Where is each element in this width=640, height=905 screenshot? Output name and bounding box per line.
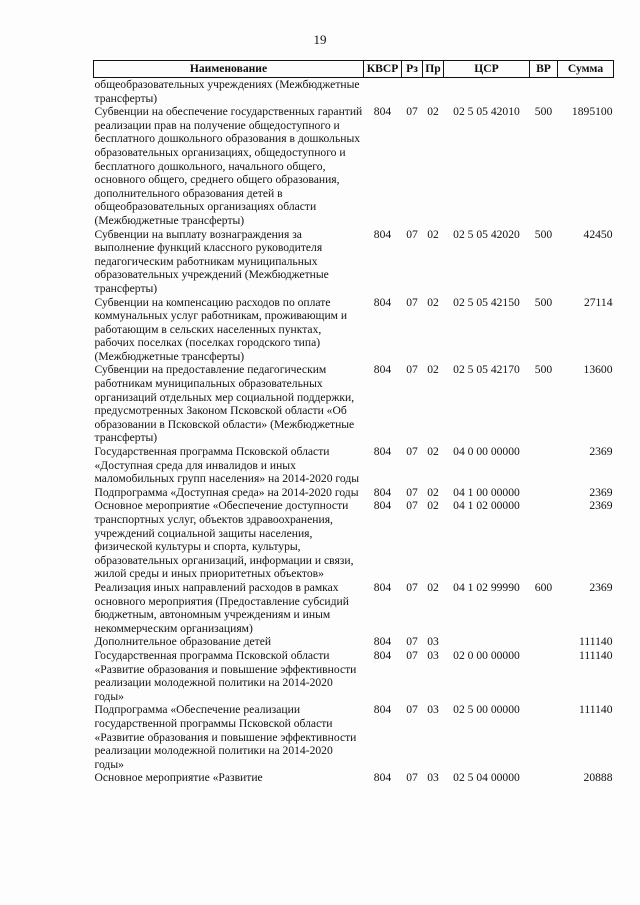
row-pr: 02 (427, 485, 439, 499)
row-csr: 02 5 05 42010 (453, 105, 520, 119)
row-sum: 20888 (583, 771, 613, 785)
row-pr: 02 (427, 499, 439, 513)
table-row (94, 486, 614, 500)
header-pr: Пр (423, 61, 444, 78)
row-sum: 2369 (589, 485, 613, 499)
row-vr: 500 (534, 105, 553, 119)
table-row (94, 445, 614, 486)
header-rz: Рз (402, 61, 423, 78)
table-row (94, 363, 614, 445)
table-row (94, 581, 614, 635)
row-pr: 03 (427, 635, 439, 649)
row-csr: 04 1 02 99990 (453, 580, 520, 594)
table-row (94, 649, 614, 703)
row-rz: 07 (406, 105, 418, 119)
row-name: Дополнительное образование детей (94, 635, 272, 649)
row-name: Подпрограмма «Обеспечение реализации государственной программы Псковской области «Развитие образования и повышение эффективности реализации молодежной политики на 2014-2020 годы» (94, 703, 357, 771)
row-rz: 07 (406, 580, 418, 594)
row-pr: 02 (427, 295, 439, 309)
row-vr (530, 771, 558, 785)
row-vr (530, 78, 558, 106)
row-rz: 07 (406, 703, 418, 717)
row-csr: 04 1 02 00000 (453, 499, 520, 513)
table-row (94, 296, 614, 364)
row-sum: 111140 (579, 635, 613, 649)
row-vr (530, 635, 558, 649)
row-kvsr: 804 (373, 648, 392, 662)
table-row (94, 635, 614, 649)
header-name: Наименование (94, 61, 364, 78)
row-pr: 02 (427, 227, 439, 241)
header-vr: ВР (530, 61, 558, 78)
header-csr: ЦСР (444, 61, 530, 78)
row-vr: 500 (534, 295, 553, 309)
row-kvsr: 804 (373, 703, 392, 717)
table-row (94, 499, 614, 581)
row-pr: 02 (427, 580, 439, 594)
header-kvsr: КВСР (364, 61, 402, 78)
row-name: Субвенции на предоставление педагогическим работникам муниципальных образовательных организаций отдельных мер социальной поддержки, предусмотренных Законом Псковской области «Об образовании в Псковской области» (Межбюджетные трансферты) (94, 363, 355, 445)
row-vr (530, 499, 558, 581)
row-csr (444, 635, 530, 649)
row-kvsr: 804 (373, 445, 392, 459)
row-name: Государственная программа Псковской области «Развитие образования и повышение эффективности реализации молодежной политики на 2014-2020 годы» (94, 648, 357, 703)
table-row (94, 78, 614, 106)
row-vr (530, 649, 558, 703)
header-sum: Сумма (558, 61, 614, 78)
row-pr: 02 (427, 105, 439, 119)
row-kvsr: 804 (373, 499, 392, 513)
row-sum: 2369 (589, 445, 613, 459)
table-row (94, 703, 614, 771)
row-vr (530, 445, 558, 486)
budget-table (93, 60, 614, 785)
row-csr: 02 5 05 42150 (453, 295, 520, 309)
row-vr: 500 (534, 363, 553, 377)
row-kvsr: 804 (373, 105, 392, 119)
row-rz: 07 (406, 295, 418, 309)
row-csr: 04 0 00 00000 (453, 445, 520, 459)
row-name: Субвенции на компенсацию расходов по оплате коммунальных услуг работникам, проживающим и работающим в сельских населенных пунктах, рабочих поселках (поселках городского типа) (Межбюджетные трансферты) (94, 295, 348, 363)
row-kvsr: 804 (373, 485, 392, 499)
row-rz: 07 (406, 771, 418, 785)
row-name: Основное мероприятие «Обеспечение доступности транспортных услуг, объектов здравоохранения, учреждений социальной защиты населения, физической культуры и спорта, культуры, образовательных организаций, информации и связи, жилой среды и иных приоритетных объектов» (94, 499, 354, 581)
row-kvsr: 804 (373, 771, 392, 785)
row-kvsr: 804 (373, 363, 392, 377)
row-kvsr (364, 78, 402, 106)
row-csr: 02 5 04 00000 (453, 771, 520, 785)
row-rz: 07 (406, 227, 418, 241)
row-pr: 02 (427, 363, 439, 377)
row-name: Субвенции на обеспечение государственных гарантий реализации прав на получение общедоступного и бесплатного дошкольного образования в дошкольных образовательных организациях, общедоступного и бесплатного дошкольного, начального общего, основного общего, среднего общего образования, дополнительного образования детей в общеобразовательных организациях области (Межбюджетные трансферты) (94, 105, 363, 227)
row-name: Основное мероприятие «Развитие (94, 771, 263, 785)
row-vr: 500 (534, 227, 553, 241)
row-sum: 42450 (583, 227, 613, 241)
row-name: Государственная программа Псковской области «Доступная среда для инвалидов и иных маломобильных групп населения» на 2014-2020 годы (94, 445, 360, 486)
row-sum: 2369 (589, 580, 613, 594)
row-csr: 02 5 05 42020 (453, 227, 520, 241)
row-kvsr: 804 (373, 580, 392, 594)
row-name: Подпрограмма «Доступная среда» на 2014-2020 годы (94, 485, 359, 499)
row-pr: 03 (427, 703, 439, 717)
row-vr: 600 (534, 580, 553, 594)
table-row (94, 771, 614, 785)
row-csr: 04 1 00 00000 (453, 485, 520, 499)
row-name: Субвенции на выплату вознаграждения за выполнение функций классного руководителя педагогическим работникам муниципальных образовательных учреждений (Межбюджетные трансферты) (94, 227, 329, 295)
row-rz: 07 (406, 635, 418, 649)
row-sum: 27114 (583, 295, 613, 309)
table-row (94, 228, 614, 296)
row-sum: 1895100 (571, 105, 613, 119)
row-pr: 03 (427, 648, 439, 662)
row-rz: 07 (406, 363, 418, 377)
row-kvsr: 804 (373, 295, 392, 309)
row-csr: 02 0 00 00000 (453, 648, 520, 662)
row-kvsr: 804 (373, 227, 392, 241)
row-rz: 07 (406, 445, 418, 459)
row-rz: 07 (406, 648, 418, 662)
row-vr (530, 703, 558, 771)
row-rz: 07 (406, 485, 418, 499)
row-sum (558, 78, 614, 106)
row-rz (402, 78, 423, 106)
row-name: Реализация иных направлений расходов в рамках основного мероприятия (Предоставление субсидий бюджетным, автономным учреждениям и иным некоммерческим организациям) (94, 580, 349, 635)
row-sum: 111140 (579, 648, 613, 662)
row-kvsr: 804 (373, 635, 392, 649)
row-vr (530, 486, 558, 500)
table-row (94, 105, 614, 227)
page-number: 19 (313, 32, 327, 47)
table-header-row (94, 61, 614, 78)
row-pr (423, 78, 444, 106)
row-name: общеобразовательных учреждениях (Межбюджетные трансферты) (94, 78, 360, 105)
row-rz: 07 (406, 499, 418, 513)
row-csr: 02 5 05 42170 (453, 363, 520, 377)
row-sum: 13600 (583, 363, 613, 377)
row-csr (444, 78, 530, 106)
row-csr: 02 5 00 00000 (453, 703, 520, 717)
row-sum: 111140 (579, 703, 613, 717)
row-pr: 03 (427, 771, 439, 785)
row-sum: 2369 (589, 499, 613, 513)
row-pr: 02 (427, 445, 439, 459)
